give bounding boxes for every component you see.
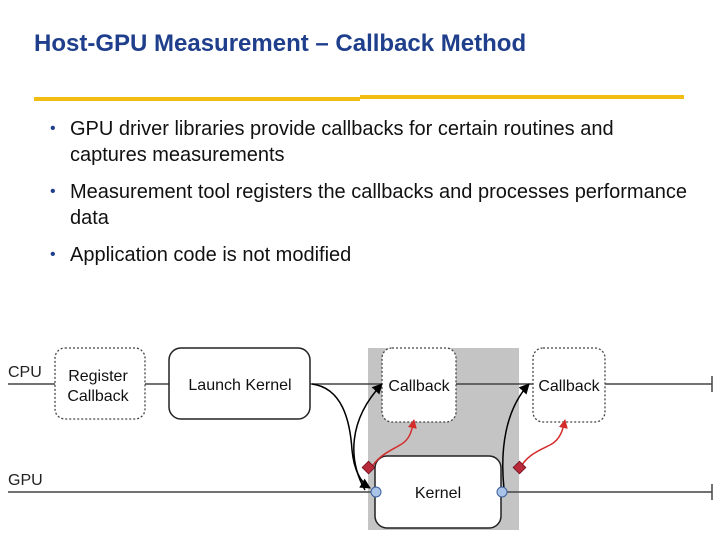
callback-box-2 (533, 348, 605, 422)
bullet-item (48, 242, 688, 268)
launch-kernel-label: Launch Kernel (188, 377, 292, 394)
register-callback-label-2: Callback (67, 388, 129, 405)
launch-to-kernel-arrow (312, 384, 370, 488)
title-underline-left (34, 97, 360, 101)
bullet-text: Measurement tool registers the callbacks and processes performance data (70, 181, 687, 229)
bullet-item (48, 179, 688, 231)
bullet-text: Application code is not modified (70, 244, 352, 266)
bullet-icon: • (50, 120, 56, 137)
callback-diagram (0, 330, 720, 540)
bullet-list (48, 116, 688, 279)
register-callback-box (55, 348, 145, 419)
bullet-text: GPU driver libraries provide callbacks for certain routines and captures measurements (70, 118, 614, 166)
callback-box-1 (382, 348, 456, 422)
kernel-end-point (497, 487, 507, 497)
callback-label-1: Callback (388, 378, 450, 395)
callback-label-2: Callback (538, 378, 600, 395)
measurement-arrow-2 (519, 420, 565, 470)
cpu-label: CPU (8, 364, 42, 381)
register-callback-label-1: Register (68, 368, 128, 385)
kernel-box (375, 456, 501, 528)
kernel-start-point (371, 487, 381, 497)
bullet-icon: • (50, 183, 56, 200)
kernel-label: Kernel (414, 485, 462, 502)
launch-kernel-box (169, 348, 310, 419)
bullet-icon: • (50, 246, 56, 263)
slide-title: Host-GPU Measurement – Callback Method (34, 30, 527, 57)
title-underline-right (360, 95, 684, 99)
gpu-label: GPU (8, 472, 43, 489)
bullet-item (48, 116, 688, 168)
